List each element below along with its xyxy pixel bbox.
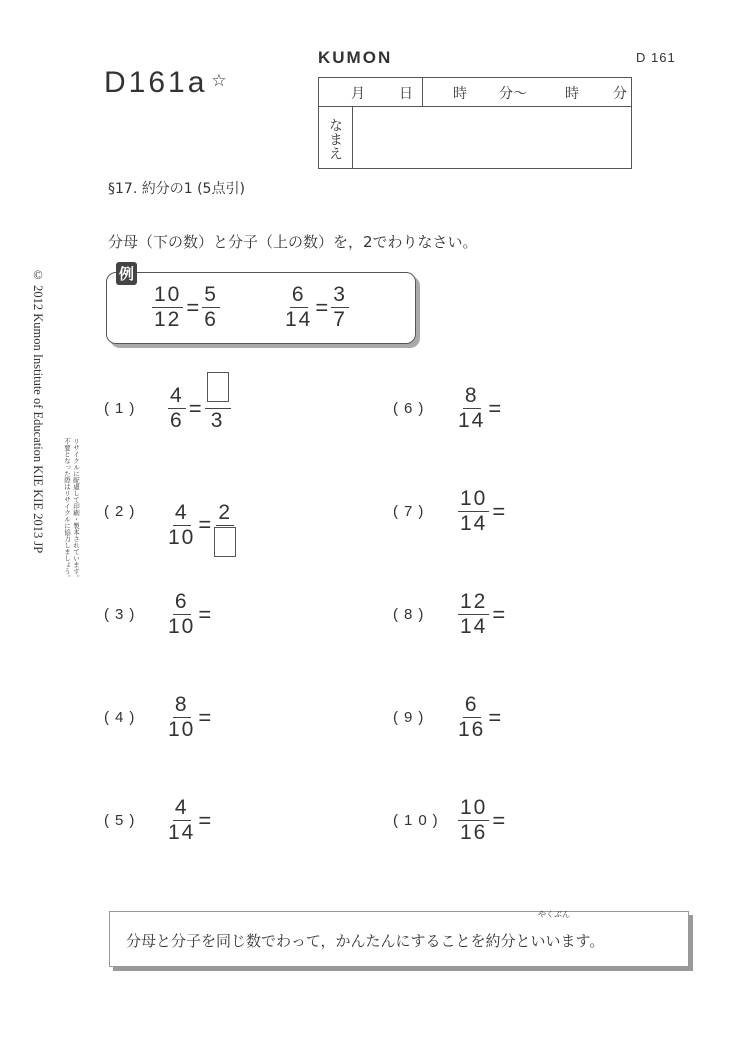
problem-number: (2) [104,503,141,520]
denominator: 16 [460,821,488,844]
kumon-logo: KUMON [318,48,393,67]
problem-3 [168,591,274,638]
denominator: 10 [168,525,196,549]
sheet-code: D 161 [636,50,676,65]
denominator: 16 [458,718,486,741]
day-label: 日 [399,86,413,102]
note-text: 分母と分子を同じ数でわって，かんたんにすることを約分といいます。 [126,932,605,950]
equals-sign: = [198,512,212,537]
problem-number: (10) [393,812,444,829]
numerator: 8 [464,384,479,407]
problem-1 [168,385,231,432]
numerator: 10 [460,796,488,819]
hour-label: 時 [453,86,467,102]
equals-sign: = [315,294,329,320]
numerator: 4 [170,384,184,407]
denominator: 6 [204,308,218,331]
problem-2 [168,488,236,562]
numerator: 10 [154,283,182,306]
denominator: 14 [458,409,486,432]
numerator: 6 [291,283,306,306]
denominator: 14 [168,821,196,844]
problem-number: (6) [393,400,430,417]
name-field[interactable] [354,107,631,168]
minute-from-label: 分〜 [499,86,527,102]
denominator: 10 [168,615,196,638]
equals-sign: = [198,807,212,833]
answer-box[interactable] [214,527,236,557]
definition-note [109,911,689,967]
copyright: © 2012 Kumon Institute of Education KIE KIE 2013 JP [31,268,45,554]
problem-8 [458,591,568,638]
recycle-line: 不要となった際はリサイクルに協力しましょう。 [63,438,71,581]
date-name-box [318,77,632,169]
denominator: 7 [333,308,347,331]
answer-area[interactable] [508,799,568,843]
numerator: 2 [218,501,233,524]
equals-sign: = [186,294,200,320]
numerator: 4 [174,500,189,524]
numerator: 6 [174,590,189,613]
denominator: 14 [460,615,488,638]
answer-area[interactable] [504,387,564,431]
problem-5 [168,797,274,844]
denominator: 12 [154,308,182,331]
numerator: 5 [204,283,218,306]
equals-sign: = [198,704,212,730]
equals-sign: = [492,807,506,833]
equals-sign: = [492,601,506,627]
answer-area[interactable] [214,799,274,843]
date-time-row[interactable] [319,78,631,107]
equals-sign: = [492,498,506,524]
numerator: 4 [174,796,189,819]
minute-label: 分 [613,86,627,102]
problem-9 [458,694,564,741]
problem-7 [458,488,568,535]
numerator: 6 [464,693,479,716]
denominator: 14 [460,512,488,535]
problem-number: (7) [393,503,430,520]
denominator: 6 [170,409,184,432]
denominator: 10 [168,718,196,741]
problem-10 [458,797,568,844]
problem-number: (3) [104,606,141,623]
numerator: 8 [174,693,189,716]
numerator: 12 [460,590,488,613]
example-1 [152,284,220,331]
answer-area[interactable] [508,593,568,637]
recycle-line: リサイクルに配慮して印刷・製本されています。 [72,438,80,581]
worksheet-title [104,66,230,100]
problem-4 [168,694,274,741]
section-heading: §17. 約分の1 (5点引) [108,181,245,197]
denominator: 14 [285,308,313,331]
answer-area[interactable] [504,696,564,740]
equals-sign: = [188,395,202,421]
problem-number: (8) [393,606,430,623]
recycle-notice [62,438,80,581]
denominator: 3 [210,408,225,432]
furigana: やくぶん [538,910,570,919]
hour-label: 時 [565,86,579,102]
problem-number: (5) [104,812,141,829]
answer-area[interactable] [214,593,274,637]
month-label: 月 [351,86,365,102]
answer-area[interactable] [508,490,568,534]
title-text: D161a [104,66,208,99]
example-label: 例 [116,262,137,285]
divider [422,78,423,106]
instructions: 分母（下の数）と分子（上の数）を，2でわりなさい。 [108,233,478,251]
problem-number: (4) [104,709,141,726]
numerator: 3 [333,283,347,306]
example-2 [285,284,349,331]
star-icon: ☆ [211,71,230,90]
problem-number: (9) [393,709,430,726]
equals-sign: = [198,601,212,627]
answer-box[interactable] [207,372,229,402]
numerator: 10 [460,487,488,510]
problem-number: (1) [104,400,141,417]
answer-area[interactable] [214,696,274,740]
problem-6 [458,385,564,432]
name-label: なまえ [319,106,353,168]
equals-sign: = [488,395,502,421]
equals-sign: = [488,704,502,730]
